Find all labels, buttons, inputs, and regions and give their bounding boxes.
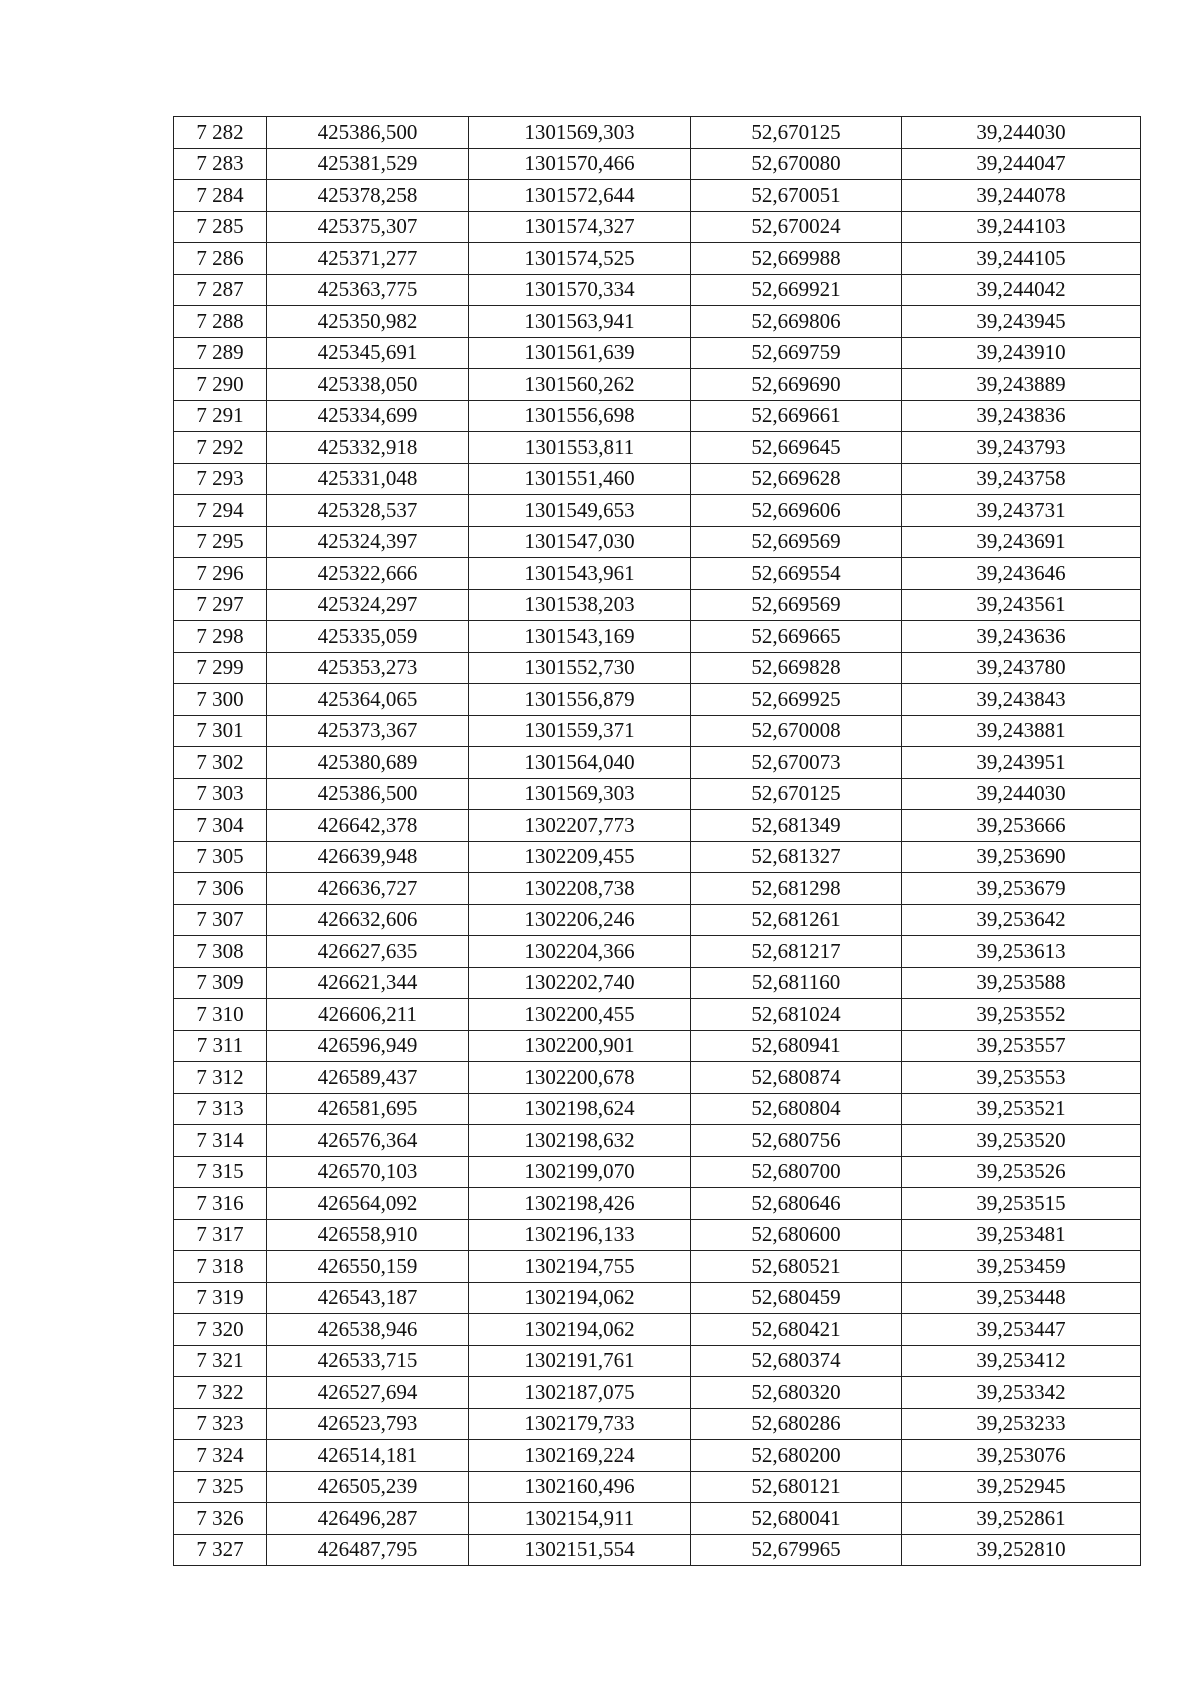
longitude-cell: 39,243561 — [902, 589, 1141, 621]
table-row — [174, 621, 1141, 653]
y-coordinate-cell: 1302196,133 — [469, 1219, 691, 1251]
longitude-cell: 39,244042 — [902, 274, 1141, 306]
latitude-cell: 52,681024 — [691, 999, 902, 1031]
y-coordinate-cell: 1302194,755 — [469, 1251, 691, 1283]
y-coordinate-cell: 1302198,426 — [469, 1188, 691, 1220]
x-coordinate-cell: 425380,689 — [267, 747, 469, 779]
longitude-cell: 39,243731 — [902, 495, 1141, 527]
latitude-cell: 52,669606 — [691, 495, 902, 527]
latitude-cell: 52,680700 — [691, 1156, 902, 1188]
x-coordinate-cell: 425378,258 — [267, 180, 469, 212]
x-coordinate-cell: 426639,948 — [267, 841, 469, 873]
point-number-cell: 7 290 — [174, 369, 267, 401]
latitude-cell: 52,680121 — [691, 1471, 902, 1503]
x-coordinate-cell: 426632,606 — [267, 904, 469, 936]
table-row — [174, 1314, 1141, 1346]
point-number-cell: 7 319 — [174, 1282, 267, 1314]
x-coordinate-cell: 425331,048 — [267, 463, 469, 495]
x-coordinate-cell: 425375,307 — [267, 211, 469, 243]
y-coordinate-cell: 1302204,366 — [469, 936, 691, 968]
latitude-cell: 52,669569 — [691, 589, 902, 621]
longitude-cell: 39,253642 — [902, 904, 1141, 936]
x-coordinate-cell: 426514,181 — [267, 1440, 469, 1472]
y-coordinate-cell: 1302151,554 — [469, 1534, 691, 1566]
y-coordinate-cell: 1301572,644 — [469, 180, 691, 212]
table-row — [174, 495, 1141, 527]
y-coordinate-cell: 1302200,678 — [469, 1062, 691, 1094]
latitude-cell: 52,681349 — [691, 810, 902, 842]
latitude-cell: 52,680646 — [691, 1188, 902, 1220]
longitude-cell: 39,244103 — [902, 211, 1141, 243]
y-coordinate-cell: 1301538,203 — [469, 589, 691, 621]
x-coordinate-cell: 426564,092 — [267, 1188, 469, 1220]
table-row — [174, 1503, 1141, 1535]
x-coordinate-cell: 426550,159 — [267, 1251, 469, 1283]
x-coordinate-cell: 425334,699 — [267, 400, 469, 432]
latitude-cell: 52,680941 — [691, 1030, 902, 1062]
point-number-cell: 7 296 — [174, 558, 267, 590]
x-coordinate-cell: 426487,795 — [267, 1534, 469, 1566]
x-coordinate-cell: 425345,691 — [267, 337, 469, 369]
point-number-cell: 7 326 — [174, 1503, 267, 1535]
y-coordinate-cell: 1302179,733 — [469, 1408, 691, 1440]
point-number-cell: 7 291 — [174, 400, 267, 432]
longitude-cell: 39,253459 — [902, 1251, 1141, 1283]
latitude-cell: 52,669925 — [691, 684, 902, 716]
longitude-cell: 39,244078 — [902, 180, 1141, 212]
latitude-cell: 52,670073 — [691, 747, 902, 779]
table-row — [174, 936, 1141, 968]
table-row — [174, 589, 1141, 621]
table-row — [174, 1156, 1141, 1188]
y-coordinate-cell: 1302187,075 — [469, 1377, 691, 1409]
point-number-cell: 7 324 — [174, 1440, 267, 1472]
longitude-cell: 39,253412 — [902, 1345, 1141, 1377]
point-number-cell: 7 308 — [174, 936, 267, 968]
y-coordinate-cell: 1301574,525 — [469, 243, 691, 275]
x-coordinate-cell: 425381,529 — [267, 148, 469, 180]
y-coordinate-cell: 1301552,730 — [469, 652, 691, 684]
longitude-cell: 39,253666 — [902, 810, 1141, 842]
point-number-cell: 7 284 — [174, 180, 267, 212]
table-row — [174, 211, 1141, 243]
y-coordinate-cell: 1301563,941 — [469, 306, 691, 338]
y-coordinate-cell: 1301574,327 — [469, 211, 691, 243]
x-coordinate-cell: 425328,537 — [267, 495, 469, 527]
table-row — [174, 778, 1141, 810]
latitude-cell: 52,669554 — [691, 558, 902, 590]
latitude-cell: 52,680521 — [691, 1251, 902, 1283]
point-number-cell: 7 302 — [174, 747, 267, 779]
x-coordinate-cell: 426642,378 — [267, 810, 469, 842]
point-number-cell: 7 304 — [174, 810, 267, 842]
latitude-cell: 52,680421 — [691, 1314, 902, 1346]
longitude-cell: 39,244030 — [902, 778, 1141, 810]
point-number-cell: 7 303 — [174, 778, 267, 810]
point-number-cell: 7 299 — [174, 652, 267, 684]
y-coordinate-cell: 1302198,632 — [469, 1125, 691, 1157]
y-coordinate-cell: 1301570,466 — [469, 148, 691, 180]
longitude-cell: 39,252810 — [902, 1534, 1141, 1566]
y-coordinate-cell: 1302208,738 — [469, 873, 691, 905]
longitude-cell: 39,243881 — [902, 715, 1141, 747]
y-coordinate-cell: 1301553,811 — [469, 432, 691, 464]
point-number-cell: 7 288 — [174, 306, 267, 338]
x-coordinate-cell: 426505,239 — [267, 1471, 469, 1503]
y-coordinate-cell: 1302194,062 — [469, 1282, 691, 1314]
latitude-cell: 52,680804 — [691, 1093, 902, 1125]
longitude-cell: 39,243843 — [902, 684, 1141, 716]
point-number-cell: 7 285 — [174, 211, 267, 243]
table-row — [174, 747, 1141, 779]
longitude-cell: 39,252861 — [902, 1503, 1141, 1535]
x-coordinate-cell: 426589,437 — [267, 1062, 469, 1094]
x-coordinate-cell: 426558,910 — [267, 1219, 469, 1251]
table-row — [174, 841, 1141, 873]
x-coordinate-cell: 425371,277 — [267, 243, 469, 275]
point-number-cell: 7 286 — [174, 243, 267, 275]
longitude-cell: 39,243636 — [902, 621, 1141, 653]
x-coordinate-cell: 425324,397 — [267, 526, 469, 558]
x-coordinate-cell: 426581,695 — [267, 1093, 469, 1125]
latitude-cell: 52,680320 — [691, 1377, 902, 1409]
table-row — [174, 1440, 1141, 1472]
y-coordinate-cell: 1301560,262 — [469, 369, 691, 401]
table-row — [174, 873, 1141, 905]
longitude-cell: 39,253076 — [902, 1440, 1141, 1472]
latitude-cell: 52,680600 — [691, 1219, 902, 1251]
longitude-cell: 39,252945 — [902, 1471, 1141, 1503]
longitude-cell: 39,253553 — [902, 1062, 1141, 1094]
y-coordinate-cell: 1301570,334 — [469, 274, 691, 306]
table-row — [174, 148, 1141, 180]
y-coordinate-cell: 1301543,169 — [469, 621, 691, 653]
latitude-cell: 52,670051 — [691, 180, 902, 212]
table-row — [174, 1219, 1141, 1251]
latitude-cell: 52,669806 — [691, 306, 902, 338]
latitude-cell: 52,669628 — [691, 463, 902, 495]
table-row — [174, 967, 1141, 999]
table-row — [174, 1093, 1141, 1125]
point-number-cell: 7 310 — [174, 999, 267, 1031]
point-number-cell: 7 327 — [174, 1534, 267, 1566]
table-row — [174, 526, 1141, 558]
point-number-cell: 7 312 — [174, 1062, 267, 1094]
longitude-cell: 39,253521 — [902, 1093, 1141, 1125]
table-row — [174, 684, 1141, 716]
longitude-cell: 39,243691 — [902, 526, 1141, 558]
point-number-cell: 7 315 — [174, 1156, 267, 1188]
table-row — [174, 369, 1141, 401]
y-coordinate-cell: 1302209,455 — [469, 841, 691, 873]
table-row — [174, 904, 1141, 936]
point-number-cell: 7 301 — [174, 715, 267, 747]
point-number-cell: 7 321 — [174, 1345, 267, 1377]
x-coordinate-cell: 425322,666 — [267, 558, 469, 590]
longitude-cell: 39,244030 — [902, 117, 1141, 149]
longitude-cell: 39,243780 — [902, 652, 1141, 684]
point-number-cell: 7 313 — [174, 1093, 267, 1125]
latitude-cell: 52,680041 — [691, 1503, 902, 1535]
y-coordinate-cell: 1301569,303 — [469, 778, 691, 810]
latitude-cell: 52,680374 — [691, 1345, 902, 1377]
table-row — [174, 463, 1141, 495]
longitude-cell: 39,253233 — [902, 1408, 1141, 1440]
latitude-cell: 52,680200 — [691, 1440, 902, 1472]
table-row — [174, 1345, 1141, 1377]
y-coordinate-cell: 1302199,070 — [469, 1156, 691, 1188]
y-coordinate-cell: 1302160,496 — [469, 1471, 691, 1503]
table-row — [174, 306, 1141, 338]
latitude-cell: 52,669665 — [691, 621, 902, 653]
latitude-cell: 52,681261 — [691, 904, 902, 936]
point-number-cell: 7 325 — [174, 1471, 267, 1503]
table-row — [174, 117, 1141, 149]
table-row — [174, 1062, 1141, 1094]
longitude-cell: 39,243910 — [902, 337, 1141, 369]
x-coordinate-cell: 425386,500 — [267, 117, 469, 149]
longitude-cell: 39,244105 — [902, 243, 1141, 275]
x-coordinate-cell: 426533,715 — [267, 1345, 469, 1377]
latitude-cell: 52,669828 — [691, 652, 902, 684]
x-coordinate-cell: 425353,273 — [267, 652, 469, 684]
point-number-cell: 7 317 — [174, 1219, 267, 1251]
y-coordinate-cell: 1302154,911 — [469, 1503, 691, 1535]
latitude-cell: 52,669921 — [691, 274, 902, 306]
x-coordinate-cell: 426570,103 — [267, 1156, 469, 1188]
longitude-cell: 39,253557 — [902, 1030, 1141, 1062]
table-row — [174, 243, 1141, 275]
table-row — [174, 999, 1141, 1031]
table-row — [174, 1534, 1141, 1566]
longitude-cell: 39,253520 — [902, 1125, 1141, 1157]
y-coordinate-cell: 1301564,040 — [469, 747, 691, 779]
longitude-cell: 39,253588 — [902, 967, 1141, 999]
table-row — [174, 1408, 1141, 1440]
y-coordinate-cell: 1301559,371 — [469, 715, 691, 747]
table-row — [174, 1030, 1141, 1062]
latitude-cell: 52,680756 — [691, 1125, 902, 1157]
latitude-cell: 52,670080 — [691, 148, 902, 180]
longitude-cell: 39,243646 — [902, 558, 1141, 590]
table-row — [174, 652, 1141, 684]
point-number-cell: 7 322 — [174, 1377, 267, 1409]
x-coordinate-cell: 426523,793 — [267, 1408, 469, 1440]
point-number-cell: 7 295 — [174, 526, 267, 558]
longitude-cell: 39,244047 — [902, 148, 1141, 180]
table-row — [174, 432, 1141, 464]
latitude-cell: 52,681160 — [691, 967, 902, 999]
point-number-cell: 7 287 — [174, 274, 267, 306]
x-coordinate-cell: 426576,364 — [267, 1125, 469, 1157]
table-row — [174, 1377, 1141, 1409]
latitude-cell: 52,670125 — [691, 117, 902, 149]
table-row — [174, 180, 1141, 212]
longitude-cell: 39,253342 — [902, 1377, 1141, 1409]
y-coordinate-cell: 1302207,773 — [469, 810, 691, 842]
table-row — [174, 337, 1141, 369]
y-coordinate-cell: 1302206,246 — [469, 904, 691, 936]
table-row — [174, 1251, 1141, 1283]
point-number-cell: 7 323 — [174, 1408, 267, 1440]
point-number-cell: 7 297 — [174, 589, 267, 621]
y-coordinate-cell: 1302191,761 — [469, 1345, 691, 1377]
point-number-cell: 7 298 — [174, 621, 267, 653]
y-coordinate-cell: 1302200,901 — [469, 1030, 691, 1062]
latitude-cell: 52,680874 — [691, 1062, 902, 1094]
point-number-cell: 7 320 — [174, 1314, 267, 1346]
latitude-cell: 52,669690 — [691, 369, 902, 401]
latitude-cell: 52,669988 — [691, 243, 902, 275]
latitude-cell: 52,670008 — [691, 715, 902, 747]
table-row — [174, 274, 1141, 306]
point-number-cell: 7 307 — [174, 904, 267, 936]
x-coordinate-cell: 425324,297 — [267, 589, 469, 621]
longitude-cell: 39,253515 — [902, 1188, 1141, 1220]
point-number-cell: 7 306 — [174, 873, 267, 905]
x-coordinate-cell: 425350,982 — [267, 306, 469, 338]
latitude-cell: 52,669759 — [691, 337, 902, 369]
x-coordinate-cell: 425363,775 — [267, 274, 469, 306]
table-row — [174, 810, 1141, 842]
y-coordinate-cell: 1301561,639 — [469, 337, 691, 369]
longitude-cell: 39,253448 — [902, 1282, 1141, 1314]
latitude-cell: 52,680459 — [691, 1282, 902, 1314]
latitude-cell: 52,669645 — [691, 432, 902, 464]
longitude-cell: 39,253613 — [902, 936, 1141, 968]
y-coordinate-cell: 1301556,698 — [469, 400, 691, 432]
coordinates-table — [173, 116, 1141, 1566]
y-coordinate-cell: 1301549,653 — [469, 495, 691, 527]
y-coordinate-cell: 1301547,030 — [469, 526, 691, 558]
point-number-cell: 7 311 — [174, 1030, 267, 1062]
point-number-cell: 7 293 — [174, 463, 267, 495]
y-coordinate-cell: 1302194,062 — [469, 1314, 691, 1346]
x-coordinate-cell: 426543,187 — [267, 1282, 469, 1314]
latitude-cell: 52,670125 — [691, 778, 902, 810]
x-coordinate-cell: 426606,211 — [267, 999, 469, 1031]
y-coordinate-cell: 1302202,740 — [469, 967, 691, 999]
x-coordinate-cell: 426621,344 — [267, 967, 469, 999]
x-coordinate-cell: 426538,946 — [267, 1314, 469, 1346]
x-coordinate-cell: 425332,918 — [267, 432, 469, 464]
x-coordinate-cell: 425373,367 — [267, 715, 469, 747]
table-row — [174, 1188, 1141, 1220]
latitude-cell: 52,681327 — [691, 841, 902, 873]
x-coordinate-cell: 426496,287 — [267, 1503, 469, 1535]
point-number-cell: 7 314 — [174, 1125, 267, 1157]
point-number-cell: 7 282 — [174, 117, 267, 149]
y-coordinate-cell: 1301569,303 — [469, 117, 691, 149]
point-number-cell: 7 300 — [174, 684, 267, 716]
latitude-cell: 52,669661 — [691, 400, 902, 432]
y-coordinate-cell: 1302200,455 — [469, 999, 691, 1031]
latitude-cell: 52,681298 — [691, 873, 902, 905]
table-row — [174, 1125, 1141, 1157]
y-coordinate-cell: 1301556,879 — [469, 684, 691, 716]
longitude-cell: 39,243793 — [902, 432, 1141, 464]
point-number-cell: 7 289 — [174, 337, 267, 369]
latitude-cell: 52,670024 — [691, 211, 902, 243]
x-coordinate-cell: 425386,500 — [267, 778, 469, 810]
latitude-cell: 52,681217 — [691, 936, 902, 968]
x-coordinate-cell: 426636,727 — [267, 873, 469, 905]
point-number-cell: 7 292 — [174, 432, 267, 464]
longitude-cell: 39,253552 — [902, 999, 1141, 1031]
x-coordinate-cell: 426627,635 — [267, 936, 469, 968]
point-number-cell: 7 294 — [174, 495, 267, 527]
coordinates-table-body — [174, 117, 1141, 1566]
table-row — [174, 1282, 1141, 1314]
table-row — [174, 1471, 1141, 1503]
point-number-cell: 7 316 — [174, 1188, 267, 1220]
y-coordinate-cell: 1301543,961 — [469, 558, 691, 590]
longitude-cell: 39,253447 — [902, 1314, 1141, 1346]
x-coordinate-cell: 426527,694 — [267, 1377, 469, 1409]
longitude-cell: 39,243836 — [902, 400, 1141, 432]
point-number-cell: 7 283 — [174, 148, 267, 180]
point-number-cell: 7 318 — [174, 1251, 267, 1283]
longitude-cell: 39,243945 — [902, 306, 1141, 338]
longitude-cell: 39,253481 — [902, 1219, 1141, 1251]
longitude-cell: 39,253679 — [902, 873, 1141, 905]
longitude-cell: 39,243889 — [902, 369, 1141, 401]
point-number-cell: 7 305 — [174, 841, 267, 873]
y-coordinate-cell: 1301551,460 — [469, 463, 691, 495]
x-coordinate-cell: 425335,059 — [267, 621, 469, 653]
x-coordinate-cell: 425364,065 — [267, 684, 469, 716]
latitude-cell: 52,680286 — [691, 1408, 902, 1440]
table-row — [174, 558, 1141, 590]
y-coordinate-cell: 1302169,224 — [469, 1440, 691, 1472]
longitude-cell: 39,243758 — [902, 463, 1141, 495]
y-coordinate-cell: 1302198,624 — [469, 1093, 691, 1125]
longitude-cell: 39,243951 — [902, 747, 1141, 779]
x-coordinate-cell: 425338,050 — [267, 369, 469, 401]
longitude-cell: 39,253690 — [902, 841, 1141, 873]
table-row — [174, 400, 1141, 432]
point-number-cell: 7 309 — [174, 967, 267, 999]
latitude-cell: 52,679965 — [691, 1534, 902, 1566]
table-row — [174, 715, 1141, 747]
longitude-cell: 39,253526 — [902, 1156, 1141, 1188]
latitude-cell: 52,669569 — [691, 526, 902, 558]
x-coordinate-cell: 426596,949 — [267, 1030, 469, 1062]
